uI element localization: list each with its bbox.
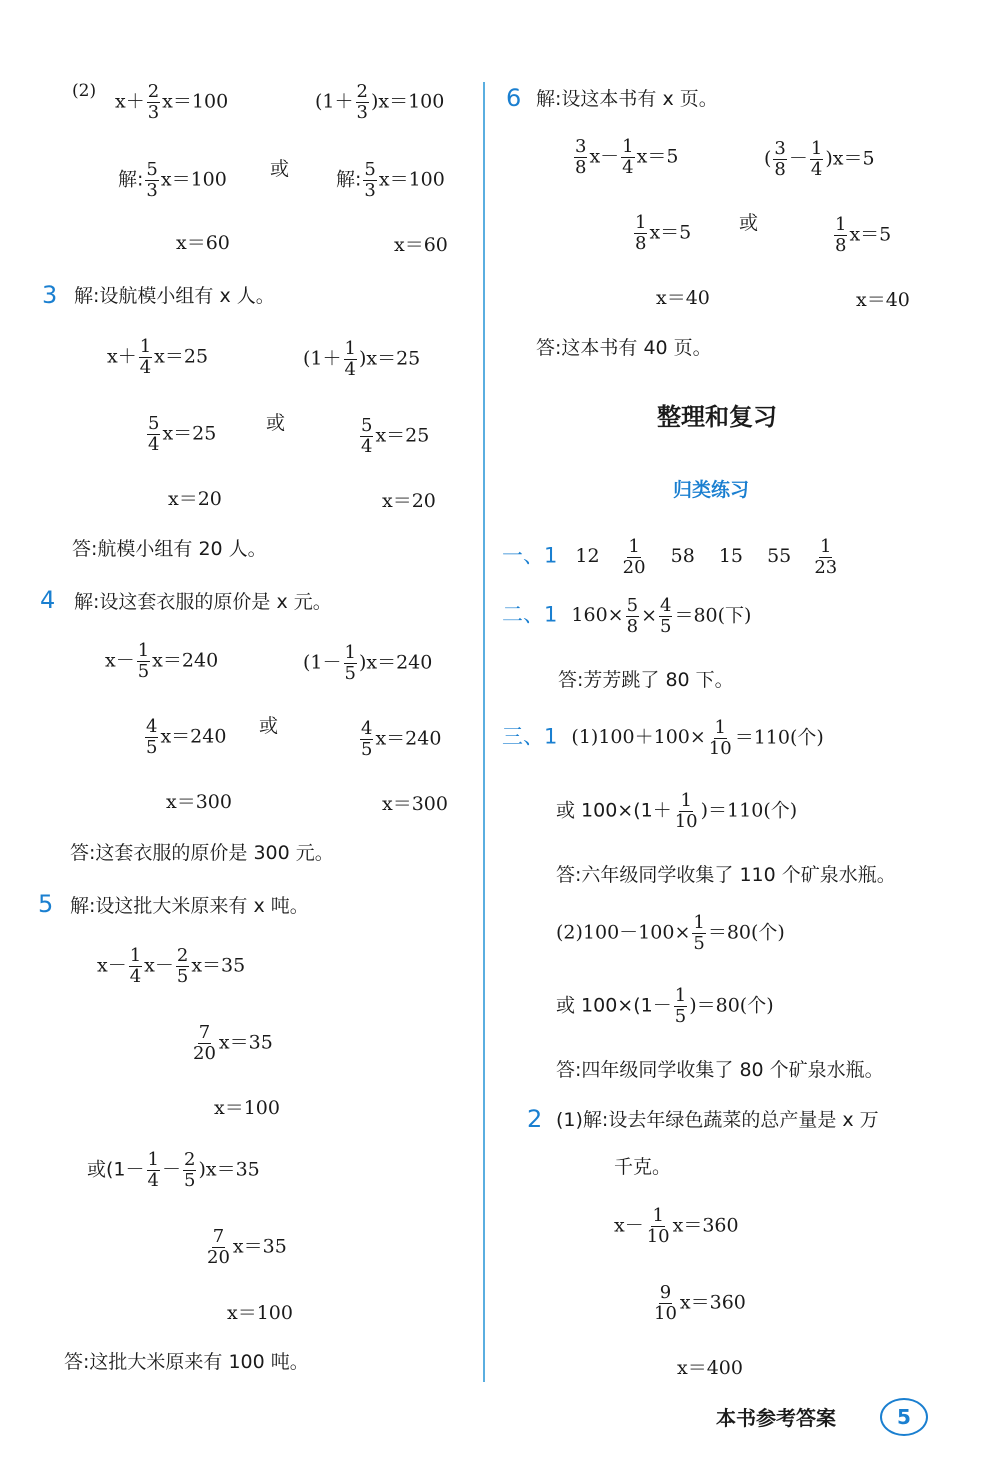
result: x＝400	[677, 1357, 743, 1379]
equation: x＋ $\frac{2}{3}$ x＝100	[115, 81, 229, 123]
equation: $\frac{9}{10}$ x＝360	[654, 1282, 746, 1324]
result: x＝40	[856, 289, 910, 311]
solution-intro-cont: 千克。	[614, 1156, 672, 1178]
equation: $\frac{1}{8}$ x＝5	[635, 212, 692, 254]
column-divider	[483, 82, 485, 1382]
answer-text: 答:航模小组有 20 人。	[72, 538, 267, 560]
solution-intro: 解:设这批大米原来有 x 吨。	[70, 895, 309, 917]
result: x＝40	[656, 287, 710, 309]
equation: $\frac{4}{5}$ x＝240	[361, 718, 442, 760]
answer-row: 一、1 12 $\frac{1}{20}$ 58 15 55 $\frac{1}{23}$	[502, 536, 838, 578]
equation: $\frac{7}{20}$ x＝35	[207, 1226, 287, 1268]
answer-text: 答:六年级同学收集了 110 个矿泉水瓶。	[556, 864, 896, 886]
answer-text: 答:这批大米原来有 100 吨。	[64, 1351, 309, 1373]
equation: $\frac{3}{8}$ x－ $\frac{1}{4}$ x＝5	[575, 136, 679, 178]
equation: $\frac{1}{8}$ x＝5	[835, 214, 892, 256]
or-text: 或	[266, 412, 286, 434]
equation: 或 100×(1－ $\frac{1}{5}$ )＝80(个)	[556, 985, 774, 1027]
result: x＝100	[214, 1097, 280, 1119]
solution-intro: 解:设这套衣服的原价是 x 元。	[74, 591, 332, 613]
result: x＝300	[382, 793, 448, 815]
equation: $\frac{4}{5}$ x＝240	[146, 716, 227, 758]
result: x＝100	[227, 1302, 293, 1324]
equation: (1＋ $\frac{2}{3}$ )x＝100	[315, 81, 445, 123]
question-number: 3	[42, 281, 58, 309]
equation: $\frac{5}{4}$ x＝25	[148, 413, 217, 455]
equation: 三、1 (1)100＋100× $\frac{1}{10}$ ＝110(个)	[502, 717, 824, 759]
equation: ( $\frac{3}{8}$ － $\frac{1}{4}$ )x＝5	[764, 138, 875, 180]
equation: 或(1－ $\frac{1}{4}$ － $\frac{2}{5}$ )x＝35	[87, 1149, 260, 1191]
result: x＝60	[176, 232, 230, 254]
equation: $\frac{7}{20}$ x＝35	[193, 1022, 273, 1064]
solution-intro: 解:设这本书有 x 页。	[536, 88, 718, 110]
question-number: 2	[527, 1105, 543, 1133]
question-number: 4	[40, 586, 56, 614]
question-number: 5	[38, 890, 54, 918]
answer-text: 答:这本书有 40 页。	[536, 337, 712, 359]
solution-intro: 解:设航模小组有 x 人。	[74, 285, 275, 307]
section-subheading: 归类练习	[673, 479, 750, 501]
or-text: 或	[270, 158, 290, 180]
result: x＝20	[382, 490, 436, 512]
footer-label: 本书参考答案	[716, 1406, 836, 1430]
or-text: 或	[739, 212, 759, 234]
page-number: 5	[880, 1398, 928, 1436]
equation: 二、1 160× $\frac{5}{8}$ × $\frac{4}{5}$ ＝80(下)	[502, 595, 752, 637]
answer-text: 答:这套衣服的原价是 300 元。	[70, 842, 334, 864]
result: x＝20	[168, 488, 222, 510]
part-label: (2)	[72, 81, 97, 101]
solution-intro: (1)解:设去年绿色蔬菜的总产量是 x 万	[556, 1109, 879, 1131]
equation: x－ $\frac{1}{4}$ x－ $\frac{2}{5}$ x＝35	[97, 945, 246, 987]
section-heading: 整理和复习	[657, 403, 777, 431]
equation: (1＋ $\frac{1}{4}$ )x＝25	[303, 338, 421, 380]
equation: x＋ $\frac{1}{4}$ x＝25	[107, 336, 209, 378]
result: x＝300	[166, 791, 232, 813]
question-number: 6	[506, 84, 522, 112]
equation: 或 100×(1＋ $\frac{1}{10}$ )＝110(个)	[556, 790, 798, 832]
result: x＝60	[394, 234, 448, 256]
equation: $\frac{5}{4}$ x＝25	[361, 415, 430, 457]
equation: (1－ $\frac{1}{5}$ )x＝240	[303, 642, 433, 684]
answer-text: 答:四年级同学收集了 80 个矿泉水瓶。	[556, 1059, 884, 1081]
equation: x－ $\frac{1}{10}$ x＝360	[614, 1205, 739, 1247]
equation: 解: $\frac{5}{3}$ x＝100	[118, 159, 227, 201]
or-text: 或	[259, 715, 279, 737]
equation: 解: $\frac{5}{3}$ x＝100	[336, 159, 445, 201]
answer-text: 答:芳芳跳了 80 下。	[558, 669, 734, 691]
equation: x－ $\frac{1}{5}$ x＝240	[105, 640, 219, 682]
equation: (2)100－100× $\frac{1}{5}$ ＝80(个)	[556, 912, 785, 954]
